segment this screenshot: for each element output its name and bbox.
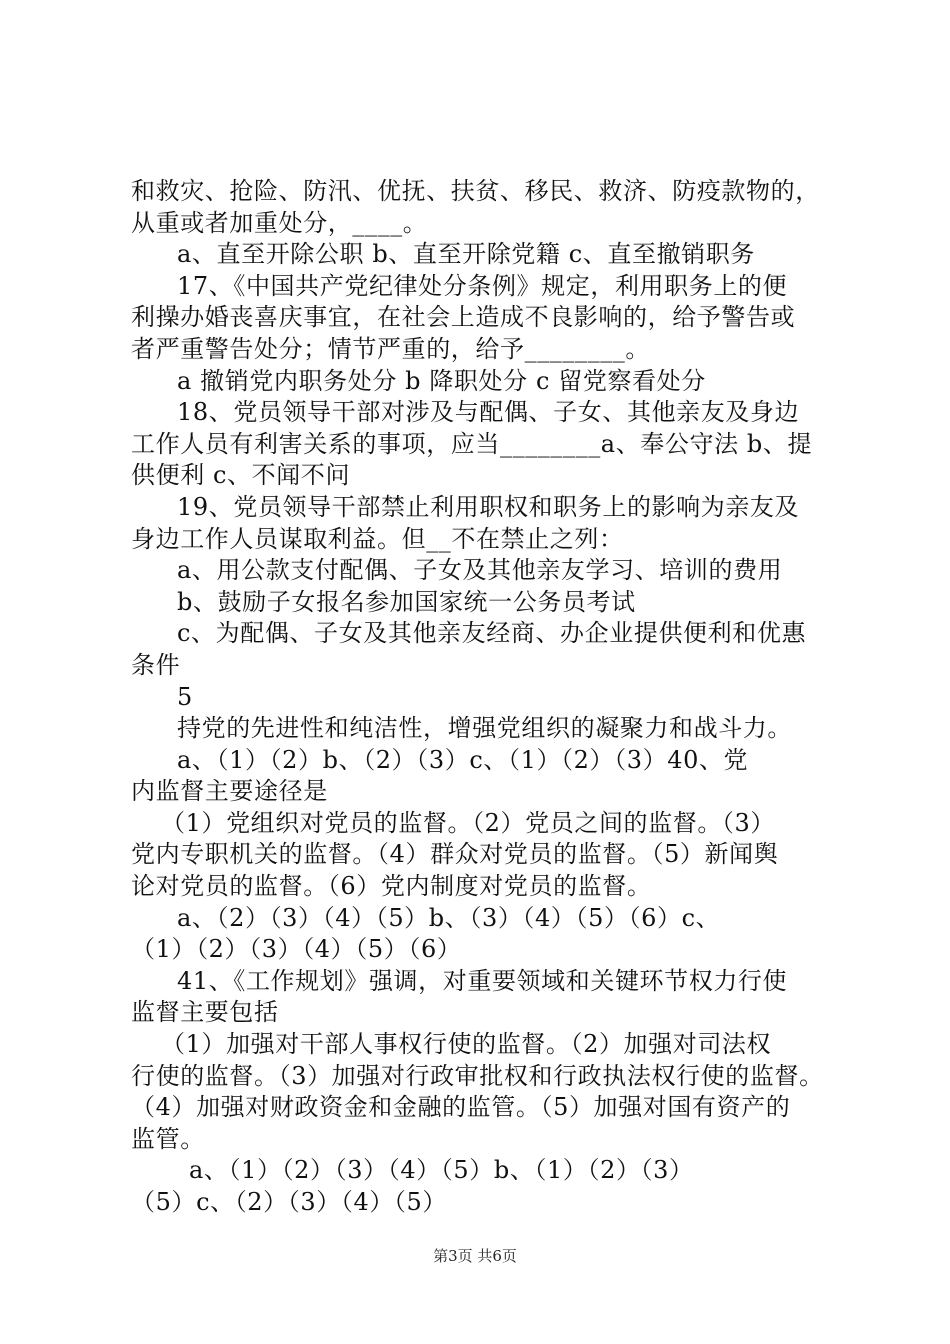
option-line: （5）c、（2）（3）（4）（5） [131, 1188, 447, 1216]
option-line: a、（1）（2）b、（2）（3）c、（1）（2）（3）40、党 [177, 745, 749, 774]
option-line: c、为配偶、子女及其他亲友经商、办企业提供便利和优惠 [177, 619, 807, 648]
question-17: 17、《中国共产党纪律处分条例》规定，利用职务上的便 [177, 271, 788, 300]
text-line: 行使的监督。（3）加强对行政审批权和行政执法权行使的监督。 [131, 1061, 824, 1090]
question-18: 18、党员领导干部对涉及与配偶、子女、其他亲友及身边 [177, 398, 800, 427]
text-line: 身边工作人员谋取利益。但__不在禁止之列： [131, 524, 624, 553]
option-line: b、鼓励子女报名参加国家统一公务员考试 [177, 587, 636, 616]
text-line: 工作人员有利害关系的事项，应当________a、奉公守法 b、提 [131, 429, 813, 458]
option-line: a、直至开除公职 b、直至开除党籍 c、直至撤销职务 [177, 240, 755, 269]
page-footer: 第3页 共6页 [433, 1247, 517, 1265]
text-line: 持党的先进性和纯洁性，增强党组织的凝聚力和战斗力。 [177, 714, 792, 743]
text-line: 监管。 [131, 1124, 205, 1153]
text-line: 供便利 c、不闻不问 [131, 461, 351, 490]
text-line: 监督主要包括 [131, 998, 279, 1027]
text-line: （1）加强对干部人事权行使的监督。（2）加强对司法权 [161, 1030, 772, 1059]
question-19: 19、党员领导干部禁止利用职权和职务上的影响为亲友及 [177, 492, 800, 521]
text-line: （1）党组织对党员的监督。（2）党员之间的监督。（3） [161, 808, 776, 837]
option-line: （1）（2）（3）（4）（5）（6） [131, 935, 462, 964]
text-line: （4）加强对财政资金和金融的监管。（5）加强对国有资产的 [131, 1093, 791, 1122]
document-body [131, 176, 831, 1219]
text-line: 条件 [131, 650, 181, 679]
option-line: a、用公款支付配偶、子女及其他亲友学习、培训的费用 [177, 556, 783, 585]
text-line: 者严重警告处分；情节严重的，给予________。 [131, 334, 650, 363]
text-line: 从重或者加重处分，____。 [131, 208, 428, 237]
text-line: 和救灾、抢险、防汛、优抚、扶贫、移民、救济、防疫款物的， [131, 177, 820, 205]
option-line: a、（2）（3）（4）（5）b、（3）（4）（5）（6）c、 [177, 903, 721, 932]
option-line: a 撤销党内职务处分 b 降职处分 c 留党察看处分 [177, 366, 706, 395]
option-line: a、（1）（2）（3）（4）（5）b、（1）（2）（3） [189, 1156, 694, 1185]
text-line: 内监督主要途径是 [131, 777, 328, 806]
text-line: 党内专职机关的监督。（4）群众对党员的监督。（5）新闻舆 [131, 840, 779, 869]
question-41: 41、《工作规划》强调，对重要领域和关键环节权力行使 [177, 966, 788, 995]
text-line: 利操办婚丧喜庆事宜，在社会上造成不良影响的，给予警告或 [131, 303, 796, 332]
text-line: 论对党员的监督。（6）党内制度对党员的监督。 [131, 872, 652, 901]
section-number: 5 [177, 682, 193, 711]
